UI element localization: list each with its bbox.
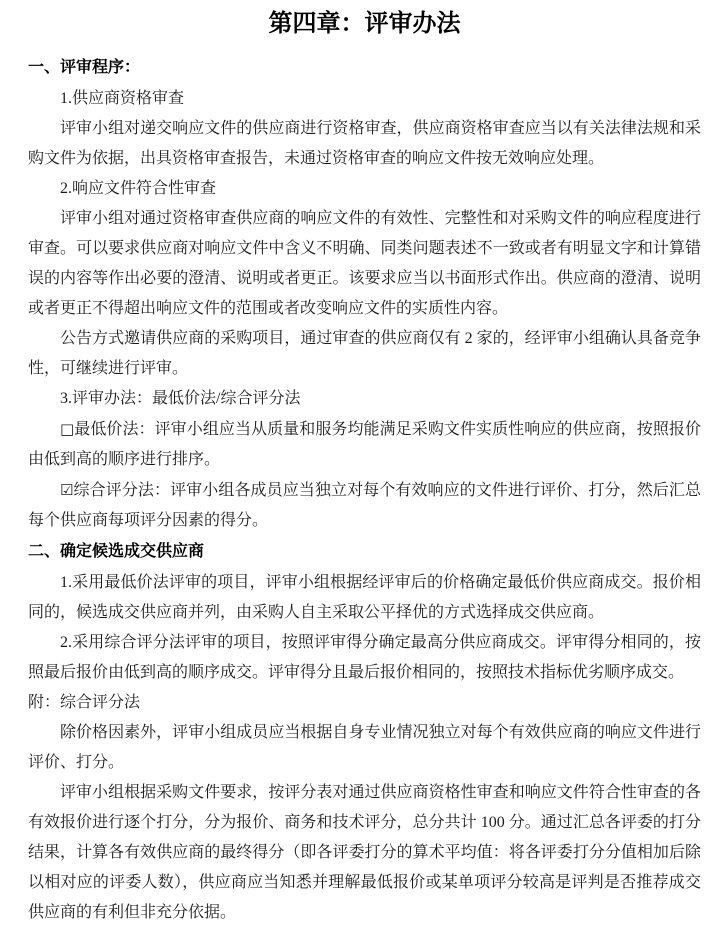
paragraph-two-suppliers: 公告方式邀请供应商的采购项目，通过审查的供应商仅有 2 家的，经评审小组确认具备竞争性，可继续进行评审。 (28, 330, 701, 377)
checkbox-unchecked-icon: □ (60, 420, 75, 438)
option-comprehensive-scoring-text: 综合评分法：评审小组各成员应当独立对每个有效响应的文件进行评价、打分，然后汇总每个供应商每项评分因素的得分。 (28, 482, 701, 529)
section-2-heading: 二、确定候选成交供应商 (28, 543, 205, 560)
section-1-item-2: 2.响应文件符合性审查 (60, 180, 217, 197)
paragraph-independent-scoring: 除价格因素外，评审小组成员应当根据自身专业情况独立对每个有效供应商的响应文件进行评价、打分。 (28, 724, 701, 771)
appendix-heading: 附：综合评分法 (28, 694, 141, 711)
paragraph-comprehensive-award: 2.采用综合评分法评审的项目，按照评审得分确定最高分供应商成交。评审得分相同的，按照最后报价由低到高的顺序成交。评审得分且最后报价相同的，按照技术指标优劣顺序成交。 (28, 634, 701, 681)
paragraph-lowest-price-award: 1.采用最低价法评审的项目，评审小组根据经评审后的价格确定最低价供应商成交。报价相同的，候选成交供应商并列，由采购人自主采取公平择优的方式选择成交供应商。 (28, 574, 701, 621)
option-comprehensive-scoring (28, 475, 701, 536)
paragraph-conformity-review: 评审小组对通过资格审查供应商的响应文件的有效性、完整性和对采购文件的响应程度进行审查。可以要求供应商对响应文件中含义不明确、同类问题表述不一致或者有明显文字和计算错误的内容等作出必要的澄清、说明或者更正。该要求应当以书面形式作出。供应商的澄清、说明或者更正不得超出响应文件的范围或者改变响应文件的实质性内容。 (28, 210, 701, 317)
chapter-title: 第四章：评审办法 (268, 10, 461, 37)
section-1-item-1: 1.供应商资格审查 (60, 90, 185, 107)
paragraph-scoring-method: 评审小组根据采购文件要求，按评分表对通过供应商资格性审查和响应文件符合性审查的各有效报价进行逐个打分，分为报价、商务和技术评分，总分共计 100 分。通过汇总各评委的打分结果，计算各有效供应商的最终得分（即各评委打分的算术平均值：将各评委打分分值相加后除以相对应的评委人数），供应商应当知悉并理解最低报价或某单项评分较高是评判是否推荐成交供应商的有利但非充分依据。 (28, 784, 701, 921)
option-lowest-price-text: 最低价法：评审小组应当从质量和服务均能满足采购文件实质性响应的供应商，按照报价由低到高的顺序进行排序。 (28, 421, 701, 468)
section-1-item-3: 3.评审办法：最低价法/综合评分法 (60, 390, 301, 407)
section-1-heading: 一、评审程序： (28, 59, 141, 76)
checkbox-checked-icon: ☑ (60, 481, 74, 499)
paragraph-qualification-review: 评审小组对递交响应文件的供应商进行资格审查，供应商资格审查应当以有关法律法规和采购文件为依据，出具资格审查报告，未通过资格审查的响应文件按无效响应处理。 (28, 120, 701, 167)
option-lowest-price (28, 414, 701, 475)
